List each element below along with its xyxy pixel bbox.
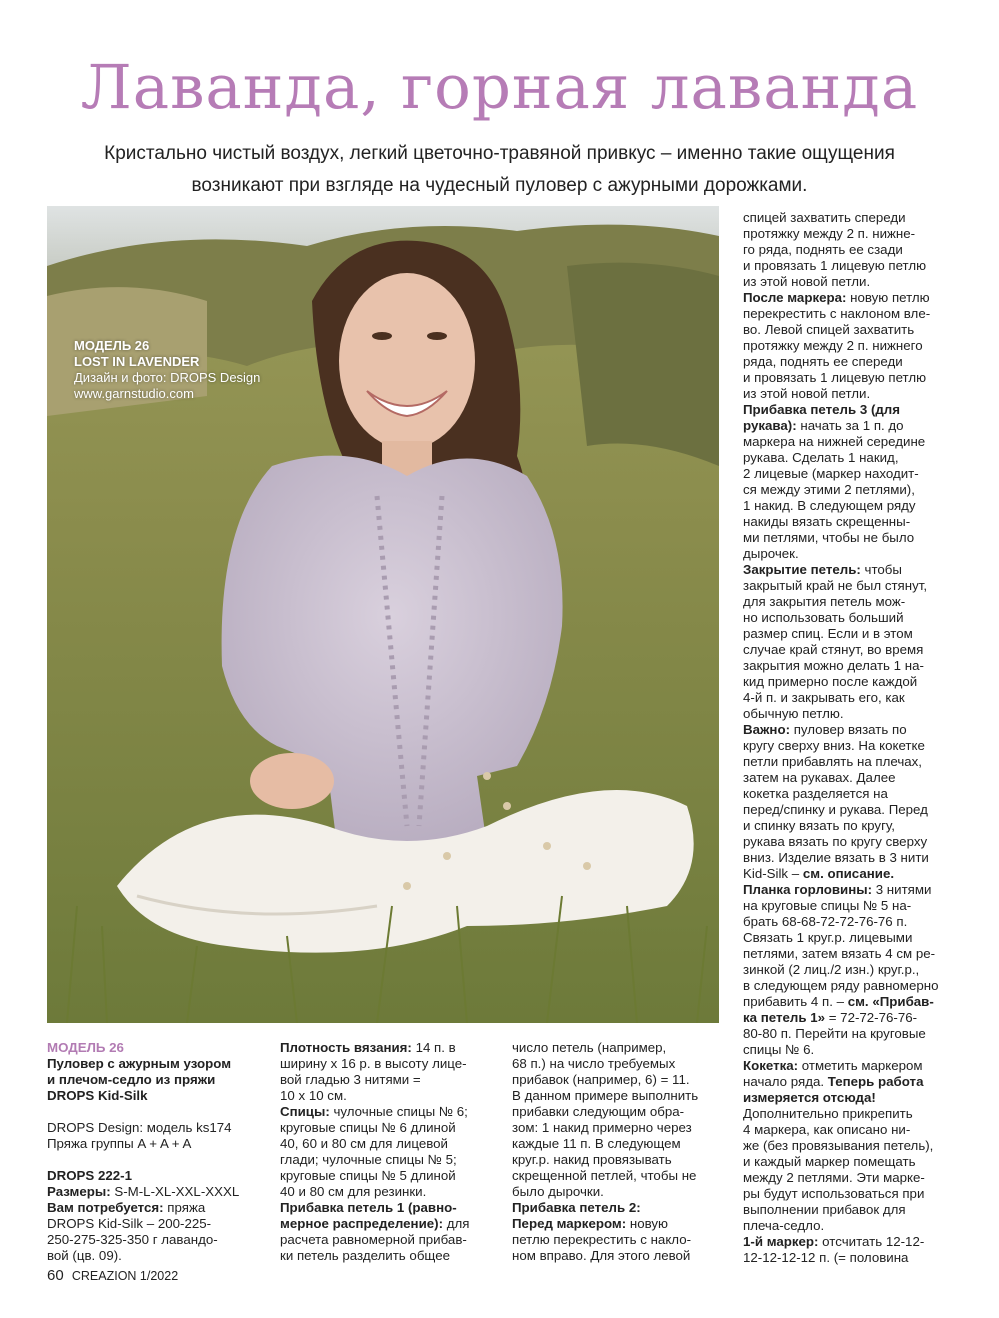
text-line: скрещенной петлей, чтобы не <box>512 1168 697 1183</box>
text-line: круг.р. накид провязывать <box>512 1152 672 1167</box>
design-line: DROPS Design: модель ks174 <box>47 1120 232 1135</box>
text-line: 40 и 80 см для резинки. <box>280 1184 427 1199</box>
text-line: 10 х 10 см. <box>280 1088 347 1103</box>
magazine-issue: CREAZION 1/2022 <box>71 1269 179 1283</box>
text-line: протяжку между 2 п. нижне- <box>743 226 916 241</box>
text-line: на круговые спицы № 5 на- <box>743 898 912 913</box>
bold-term: ка петель 1» <box>743 1010 826 1025</box>
text-line: накиды вязать скрещенны- <box>743 514 911 529</box>
column-4 <box>743 210 958 1266</box>
text-line: число петель (например, <box>512 1040 667 1055</box>
text-line: отметить маркером <box>798 1058 923 1073</box>
page-title: Лаванда, горная лаванда <box>80 52 919 123</box>
sizes-value: S-M-L-XL-XXL-XXXL <box>110 1184 240 1199</box>
text-line: ки петель разделить общее <box>280 1248 451 1263</box>
text-line: вой гладью 3 нитями = <box>280 1072 421 1087</box>
desc-line: и плечом-седло из пряжи <box>47 1072 216 1087</box>
text-line: спицей захватить спереди <box>743 210 906 225</box>
text-line: 1 накид. В следующем ряду <box>743 498 916 513</box>
bold-term: Прибавка петель 2: <box>512 1200 641 1215</box>
photo-credit <box>74 338 260 402</box>
text-line: перекрестить с наклоном вле- <box>743 306 931 321</box>
text-line: петли прибавлять на плечах, <box>743 754 923 769</box>
lead-line: Кристально чистый воздух, легкий цветочно-травяной привкус – именно такие ощущения <box>104 143 895 164</box>
text-line: прибавок (например, 6) = 11. <box>512 1072 690 1087</box>
text-line: 40, 60 и 80 см для лицевой <box>280 1136 448 1151</box>
text-line: петлями, затем вязать 4 см ре- <box>743 946 936 961</box>
text-line: прибавить 4 п. – <box>743 994 848 1009</box>
desc-line: Пуловер с ажурным узором <box>47 1056 232 1071</box>
photo-illustration <box>47 206 719 1023</box>
bold-term: Прибавка петель 3 (для <box>743 402 901 417</box>
text-line: зом: 1 накид примерно через <box>512 1120 692 1135</box>
text-line: круговые спицы № 6 длиной <box>280 1120 456 1135</box>
text-line: ряда, поднять ее спереди <box>743 354 903 369</box>
column-3 <box>512 1040 732 1264</box>
text-line: закрытый край не был стянут, <box>743 578 928 593</box>
credit-site: www.garnstudio.com <box>74 386 194 401</box>
text-line: = 72-72-76-76- <box>825 1010 918 1025</box>
text-line: дырочек. <box>743 546 799 561</box>
bold-term: Теперь работа <box>827 1074 924 1089</box>
text-line: во. Левой спицей захватить <box>743 322 915 337</box>
text-line: го ряда, поднять ее сзади <box>743 242 903 257</box>
bold-term: рукава): <box>743 418 797 433</box>
text-line: ширину х 16 р. в высоту лице- <box>280 1056 467 1071</box>
need-text: 250-275-325-350 г лавандо- <box>47 1232 218 1247</box>
text-line: 68 п.) на число требуемых <box>512 1056 676 1071</box>
text-line: 80-80 п. Перейти на круговые <box>743 1026 926 1041</box>
text-line: зинкой (2 лиц./2 изн.) круг.р., <box>743 962 920 977</box>
yarn-group-line: Пряжа группы A + A + A <box>47 1136 192 1151</box>
text-line: чулочные спицы № 6; <box>329 1104 468 1119</box>
text-line: брать 68-68-72-72-76-76 п. <box>743 914 908 929</box>
text-line: кокетка разделяется на <box>743 786 888 801</box>
text-line: круговые спицы № 5 длиной <box>280 1168 456 1183</box>
lead-paragraph <box>40 138 959 202</box>
text-line: расчета равномерной прибав- <box>280 1232 467 1247</box>
text-line: Дополнительно прикрепить <box>743 1106 913 1121</box>
desc-line: DROPS Kid-Silk <box>47 1088 148 1103</box>
text-line: рукава. Сделать 1 накид, <box>743 450 899 465</box>
text-line: отсчитать 12-12- <box>818 1234 925 1249</box>
text-line: ном вправо. Для этого левой <box>512 1248 691 1263</box>
text-line: в следующем ряду равномерно <box>743 978 939 993</box>
sizes-label: Размеры: <box>47 1184 111 1199</box>
text-line: 2 лицевые (маркер находит- <box>743 466 919 481</box>
bold-term: Плотность вязания: <box>280 1040 412 1055</box>
text-line: вниз. Изделие вязать в 3 нити <box>743 850 929 865</box>
bold-term: Спицы: <box>280 1104 330 1119</box>
text-line: кид примерно после каждой <box>743 674 918 689</box>
text-line: каждые 11 п. В следующем <box>512 1136 681 1151</box>
text-line: обычную петлю. <box>743 706 844 721</box>
text-line: и каждый маркер помещать <box>743 1154 916 1169</box>
text-line: между 2 петлями. Эти марке- <box>743 1170 925 1185</box>
bold-term: Планка горловины: <box>743 882 873 897</box>
need-label: Вам потребуется: <box>47 1200 164 1215</box>
credit-design: Дизайн и фото: DROPS Design <box>74 370 261 385</box>
model-photo <box>47 206 719 1023</box>
text-line: 3 нитями <box>872 882 932 897</box>
bold-term: мерное распределение): <box>280 1216 444 1231</box>
text-line: 4 маркера, как описано ни- <box>743 1122 911 1137</box>
text-line: Kid-Silk – <box>743 866 803 881</box>
text-line: затем на рукавах. Далее <box>743 770 896 785</box>
column-2 <box>280 1040 505 1264</box>
text-line: Связать 1 круг.р. лицевыми <box>743 930 913 945</box>
text-line: пуловер вязать по <box>790 722 907 737</box>
text-line: спицы № 6. <box>743 1042 815 1057</box>
text-line: же (без провязывания петель), <box>743 1138 934 1153</box>
text-line: начало ряда. <box>743 1074 828 1089</box>
page-number: 60 <box>47 1267 64 1284</box>
text-line: из этой новой петли. <box>743 274 871 289</box>
bold-term: Прибавка петель 1 (равно- <box>280 1200 457 1215</box>
text-line: рукава вязать по кругу сверху <box>743 834 928 849</box>
bold-term: измеряется отсюда! <box>743 1090 876 1105</box>
text-line: ры будут использоваться при <box>743 1186 925 1201</box>
text-line: начать за 1 п. до <box>796 418 904 433</box>
text-line: маркера на нижней середине <box>743 434 926 449</box>
bold-term: Закрытие петель: <box>743 562 861 577</box>
text-line: петлю перекрестить с накло- <box>512 1232 692 1247</box>
text-line: из этой новой петли. <box>743 386 871 401</box>
need-text: DROPS Kid-Silk – 200-225- <box>47 1216 212 1231</box>
column-1 <box>47 1040 267 1264</box>
bold-term: Важно: <box>743 722 791 737</box>
bold-term: 1-й маркер: <box>743 1234 819 1249</box>
text-line: выполнении прибавок для <box>743 1202 906 1217</box>
text-line: закрытия можно делать 1 на- <box>743 658 924 673</box>
text-line: протяжку между 2 п. нижнего <box>743 338 923 353</box>
text-line: чтобы <box>860 562 902 577</box>
text-line: новую петлю <box>846 290 930 305</box>
credit-name: LOST IN LAVENDER <box>74 354 200 369</box>
text-line: глади; чулочные спицы № 5; <box>280 1152 457 1167</box>
text-line: кругу сверху вниз. На кокетке <box>743 738 925 753</box>
text-line: плеча-седло. <box>743 1218 825 1233</box>
text-line: и спинку вязать по кругу, <box>743 818 895 833</box>
bold-term: см. «Прибав- <box>847 994 934 1009</box>
bold-term: После маркера: <box>743 290 847 305</box>
text-line: размер спиц. Если и в этом <box>743 626 913 641</box>
text-line: новую <box>626 1216 668 1231</box>
text-line: и провязать 1 лицевую петлю <box>743 370 927 385</box>
text-line: прибавки следующим обра- <box>512 1104 685 1119</box>
text-line: 12-12-12-12 п. (= половина <box>743 1250 909 1265</box>
text-line: было дырочки. <box>512 1184 604 1199</box>
text-line: В данном примере выполнить <box>512 1088 699 1103</box>
need-text: вой (цв. 09). <box>47 1248 122 1263</box>
text-line: 14 п. в <box>411 1040 456 1055</box>
need-text: пряжа <box>163 1200 206 1215</box>
text-line: ся между этими 2 петлями), <box>743 482 915 497</box>
text-line: для <box>443 1216 470 1231</box>
bold-term: Кокетка: <box>743 1058 799 1073</box>
credit-model: МОДЕЛЬ 26 <box>74 338 150 353</box>
text-line: перед/спинку и рукава. Перед <box>743 802 928 817</box>
text-line: но использовать больший <box>743 610 904 625</box>
text-line: для закрытия петель мож- <box>743 594 906 609</box>
text-line: ми петлями, чтобы не было <box>743 530 915 545</box>
text-line: 4-й п. и закрывать его, как <box>743 690 905 705</box>
page-footer <box>47 1267 178 1284</box>
lead-line: возникают при взгляде на чудесный пуловер с ажурными дорожками. <box>191 175 808 196</box>
text-line: случае край стянут, во время <box>743 642 924 657</box>
bold-term: Перед маркером: <box>512 1216 627 1231</box>
text-line: и провязать 1 лицевую петлю <box>743 258 927 273</box>
pattern-number: DROPS 222-1 <box>47 1168 132 1183</box>
bold-term: см. описание. <box>802 866 895 881</box>
model-label: МОДЕЛЬ 26 <box>47 1040 124 1055</box>
